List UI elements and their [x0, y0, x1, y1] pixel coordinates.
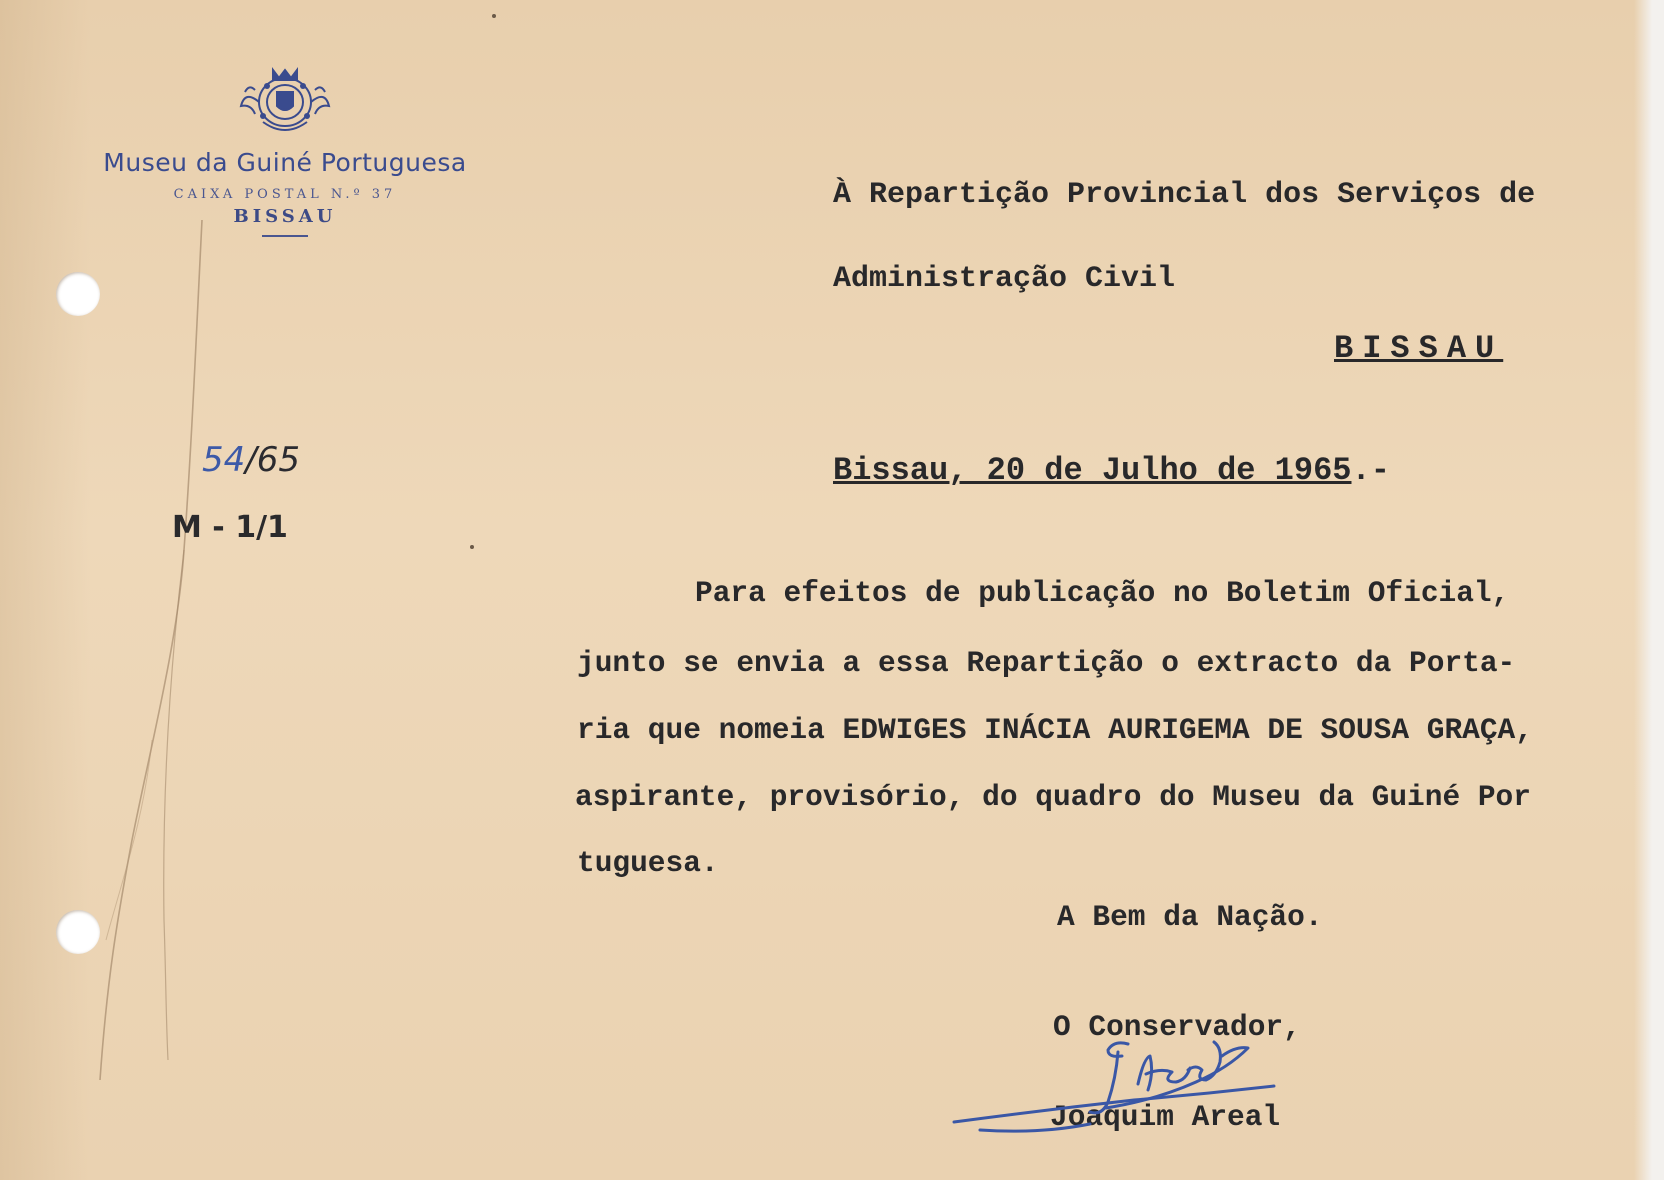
signer-name: Joaquim Areal: [1050, 1100, 1281, 1134]
date-text: Bissau, 20 de Julho de 1965: [833, 452, 1352, 489]
date-trailing-mark: .-: [1351, 452, 1390, 489]
reference-number: [202, 440, 300, 480]
body-line: ria que nomeia EDWIGES INÁCIA AURIGEMA DE SOUSA GRAÇA,: [577, 713, 1533, 747]
body-line: tuguesa.: [577, 846, 719, 880]
addressee-city: BISSAU: [1334, 330, 1504, 367]
letterhead: [70, 60, 500, 237]
letterhead-city: BISSAU: [233, 206, 337, 227]
postal-box: CAIXA POSTAL N.º 37: [173, 187, 397, 202]
dateline: [833, 452, 1390, 489]
coat-of-arms-icon: [237, 60, 333, 140]
museum-name: Museu da Guiné Portuguesa: [103, 148, 467, 177]
addressee-line-2: Administração Civil: [833, 262, 1176, 296]
reference-handwritten-number: 54: [202, 440, 246, 480]
reference-code: M - 1/1: [172, 510, 288, 545]
handwritten-signature: [950, 1030, 1320, 1150]
body-line: aspirante, provisório, do quadro do Museu da Guiné Por: [575, 780, 1531, 814]
reference-year-suffix: /65: [245, 440, 300, 480]
paper-crease: [92, 220, 232, 1080]
addressee-line-1: À Repartição Provincial dos Serviços de: [833, 178, 1536, 212]
ink-speck: [470, 545, 474, 549]
letterhead-rule: [262, 235, 308, 237]
ink-speck: [492, 14, 496, 18]
body-line: junto se envia a essa Repartição o extracto da Porta-: [577, 646, 1516, 680]
closing-salutation: A Bem da Nação.: [1057, 900, 1323, 934]
body-line: Para efeitos de publicação no Boletim Oficial,: [695, 576, 1510, 610]
signer-role: O Conservador,: [1053, 1010, 1301, 1044]
